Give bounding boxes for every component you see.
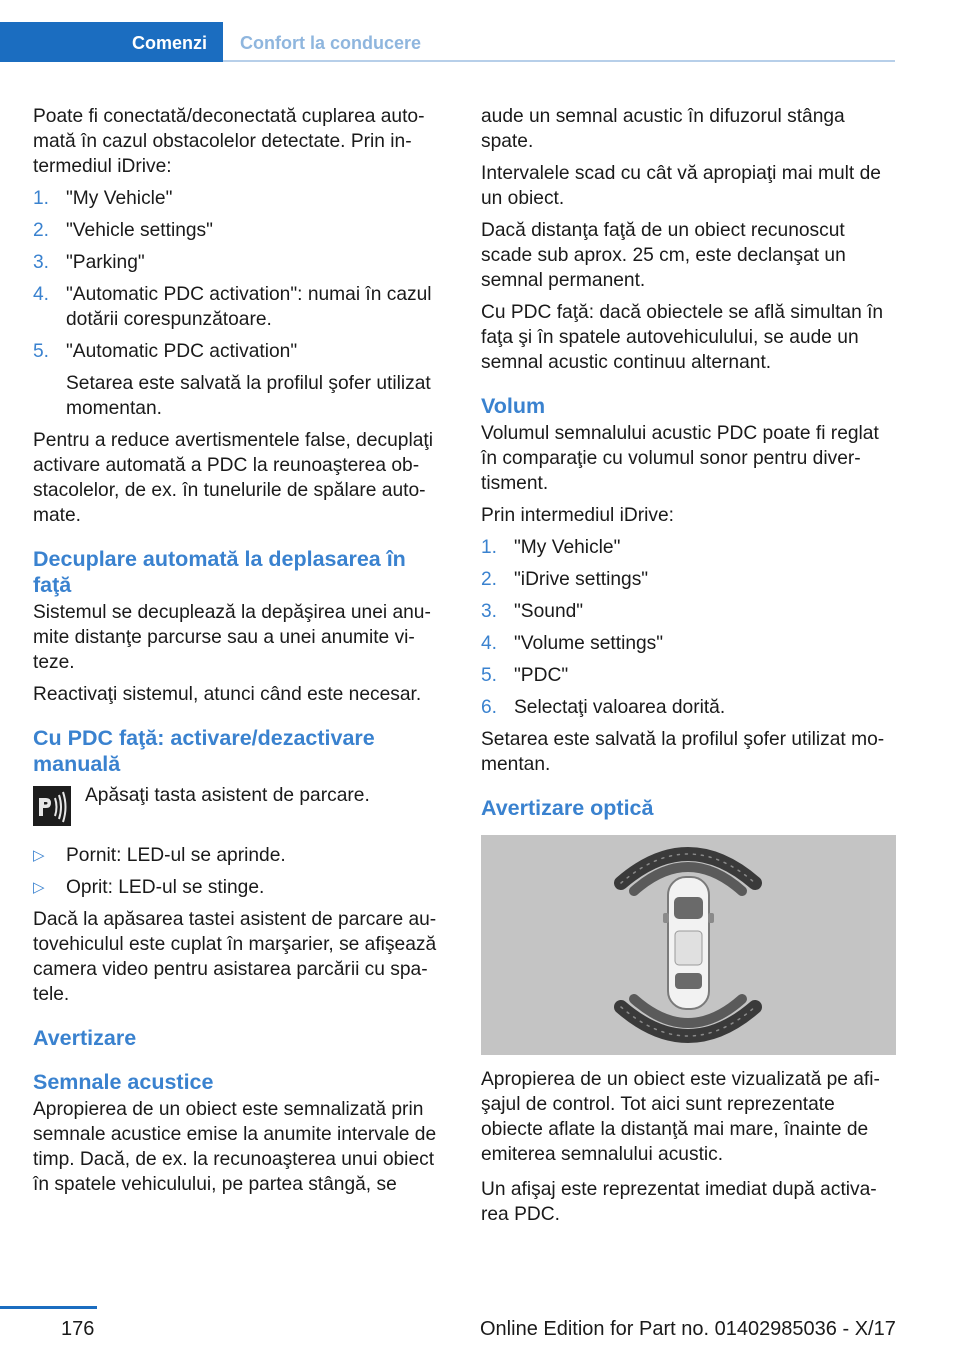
list-item xyxy=(33,843,450,868)
step-text: "iDrive settings" xyxy=(514,569,649,590)
semnale-paragraph: Apropierea de un obiect este semnalizată prin semnale acustice emise la anumite intervale de timp. Dacă, de ex. la recunoaşterea unui obiect în spatele vehiculului, pe partea stângă, se xyxy=(33,1099,437,1195)
volume-steps-list xyxy=(481,535,896,720)
false-alarm-paragraph: Pentru a reduce avertismentele false, decuplaţi activare automată a PDC la reunoaşterea ob-stacolelor, de ex. în tunelurile de spălare auto-mate. xyxy=(33,430,433,526)
interval-paragraph: Intervalele scad cu cât vă apropiaţi mai mult de un obiect. xyxy=(481,163,881,209)
step-number: 2. xyxy=(481,569,498,590)
list-item xyxy=(33,186,450,211)
step-number: 4. xyxy=(481,633,498,654)
saved-paragraph: Setarea este salvată la profilul şofer utilizat mo-mentan. xyxy=(481,729,885,775)
step-number: 3. xyxy=(481,601,498,622)
page-number: 176 xyxy=(61,1318,95,1340)
step-text: "Sound" xyxy=(514,601,584,622)
step-text: "PDC" xyxy=(514,665,569,686)
footer-divider xyxy=(0,1306,97,1309)
step-number: 1. xyxy=(33,188,50,209)
step-text: "Volume settings" xyxy=(514,633,664,654)
step-number: 2. xyxy=(33,220,50,241)
avertizare-heading: Avertizare xyxy=(33,1026,137,1050)
front-rear-paragraph: Cu PDC faţă: dacă obiectele se află simultan în faţa şi în spatele autovehiculului, se aude un semnal acustic continuu alternant. xyxy=(481,302,884,373)
step-number: 5. xyxy=(33,341,50,362)
optic-paragraph-1: Apropierea de un obiect este vizualizată pe afi-şajul de control. Tot aici sunt reprezentate obiecte aflate la distanţă mai mare, înainte de emiterea semnalului acustic. xyxy=(481,1069,880,1165)
list-item xyxy=(481,631,896,656)
list-item xyxy=(33,218,450,243)
step-text: "Automatic PDC activation" xyxy=(66,341,298,362)
bullet-text: Oprit: LED-ul se stinge. xyxy=(66,877,265,898)
step-text: "Vehicle settings" xyxy=(66,220,213,241)
step-number: 4. xyxy=(33,284,50,305)
list-item xyxy=(481,599,896,624)
distance-paragraph: Dacă distanţa faţă de un obiect recunoscut scade sub aprox. 25 cm, este declanşat un semnal permanent. xyxy=(481,220,846,291)
continuation-paragraph: aude un semnal acustic în difuzorul stânga spate. xyxy=(481,106,845,152)
step-text: "Parking" xyxy=(66,252,145,273)
edition-text: Online Edition for Part no. 01402985036 - X/17 xyxy=(480,1318,896,1340)
list-item xyxy=(481,663,896,688)
list-item xyxy=(481,695,896,720)
semnale-heading: Semnale acustice xyxy=(33,1070,214,1094)
decuplare-paragraph-1: Sistemul se decuplează la depăşirea unei anu-mite distanţe parcurse sau a unei anumite vi-teze. xyxy=(33,602,431,673)
header-divider xyxy=(223,60,895,62)
list-item xyxy=(481,567,896,592)
triangle-bullet-icon: ▷ xyxy=(33,879,45,896)
left-column xyxy=(33,104,450,1204)
decuplare-heading: Decuplare automată la deplasarea în faţă xyxy=(33,547,406,597)
list-item xyxy=(33,282,450,332)
reverse-camera-paragraph: Dacă la apăsarea tastei asistent de parcare au-tovehiculul este cuplat în marşarier, se afişează camera video pentru asistarea parcării cu spa-tele. xyxy=(33,909,437,1005)
tab-comenzi-label: Comenzi xyxy=(131,33,207,53)
led-status-list xyxy=(33,843,450,900)
step-text: "Automatic PDC activation": numai în cazul dotării corespunzătoare. xyxy=(66,284,432,330)
volum-heading: Volum xyxy=(481,394,546,418)
parking-assistant-button-icon xyxy=(33,786,71,826)
step-number: 5. xyxy=(481,665,498,686)
triangle-bullet-icon: ▷ xyxy=(33,847,45,864)
decuplare-paragraph-2: Reactivaţi sistemul, atunci când este necesar. xyxy=(33,684,422,705)
via-idrive-text: Prin intermediul iDrive: xyxy=(481,505,674,526)
parking-assist-instruction xyxy=(33,783,450,829)
list-item xyxy=(481,535,896,560)
step-number: 3. xyxy=(33,252,50,273)
tab-comenzi[interactable] xyxy=(0,22,223,62)
tab-confort-la-conducere[interactable]: Confort la conducere xyxy=(240,33,422,53)
optic-paragraph-2: Un afişaj este reprezentat imediat după activa-rea PDC. xyxy=(481,1179,877,1225)
step-text: "My Vehicle" xyxy=(66,188,173,209)
step-number: 1. xyxy=(481,537,498,558)
list-item xyxy=(33,339,450,421)
step-text: "My Vehicle" xyxy=(514,537,621,558)
list-item xyxy=(33,250,450,275)
pdc-display-illustration xyxy=(481,835,896,1055)
list-item xyxy=(33,875,450,900)
optic-heading: Avertizare optică xyxy=(481,796,654,820)
page-header xyxy=(0,0,895,62)
right-column xyxy=(481,104,896,1234)
step-number: 6. xyxy=(481,697,498,718)
bullet-text: Pornit: LED-ul se aprinde. xyxy=(66,845,286,866)
parking-assist-text: Apăsaţi tasta asistent de parcare. xyxy=(85,785,370,806)
idrive-steps-list xyxy=(33,186,450,421)
intro-paragraph: Poate fi conectată/deconectată cuplarea auto-mată în cazul obstacolelor detectate. Prin in-termediul iDrive: xyxy=(33,106,425,177)
manual-heading: Cu PDC faţă: activare/dezactivare manuală xyxy=(33,726,375,776)
step-text: Selectaţi valoarea dorită. xyxy=(514,697,726,718)
step-subtext: Setarea este salvată la profilul şofer utilizat momentan. xyxy=(66,373,431,419)
volum-paragraph: Volumul semnalului acustic PDC poate fi reglat în comparaţie cu volumul sonor pentru diver-tisment. xyxy=(481,423,879,494)
